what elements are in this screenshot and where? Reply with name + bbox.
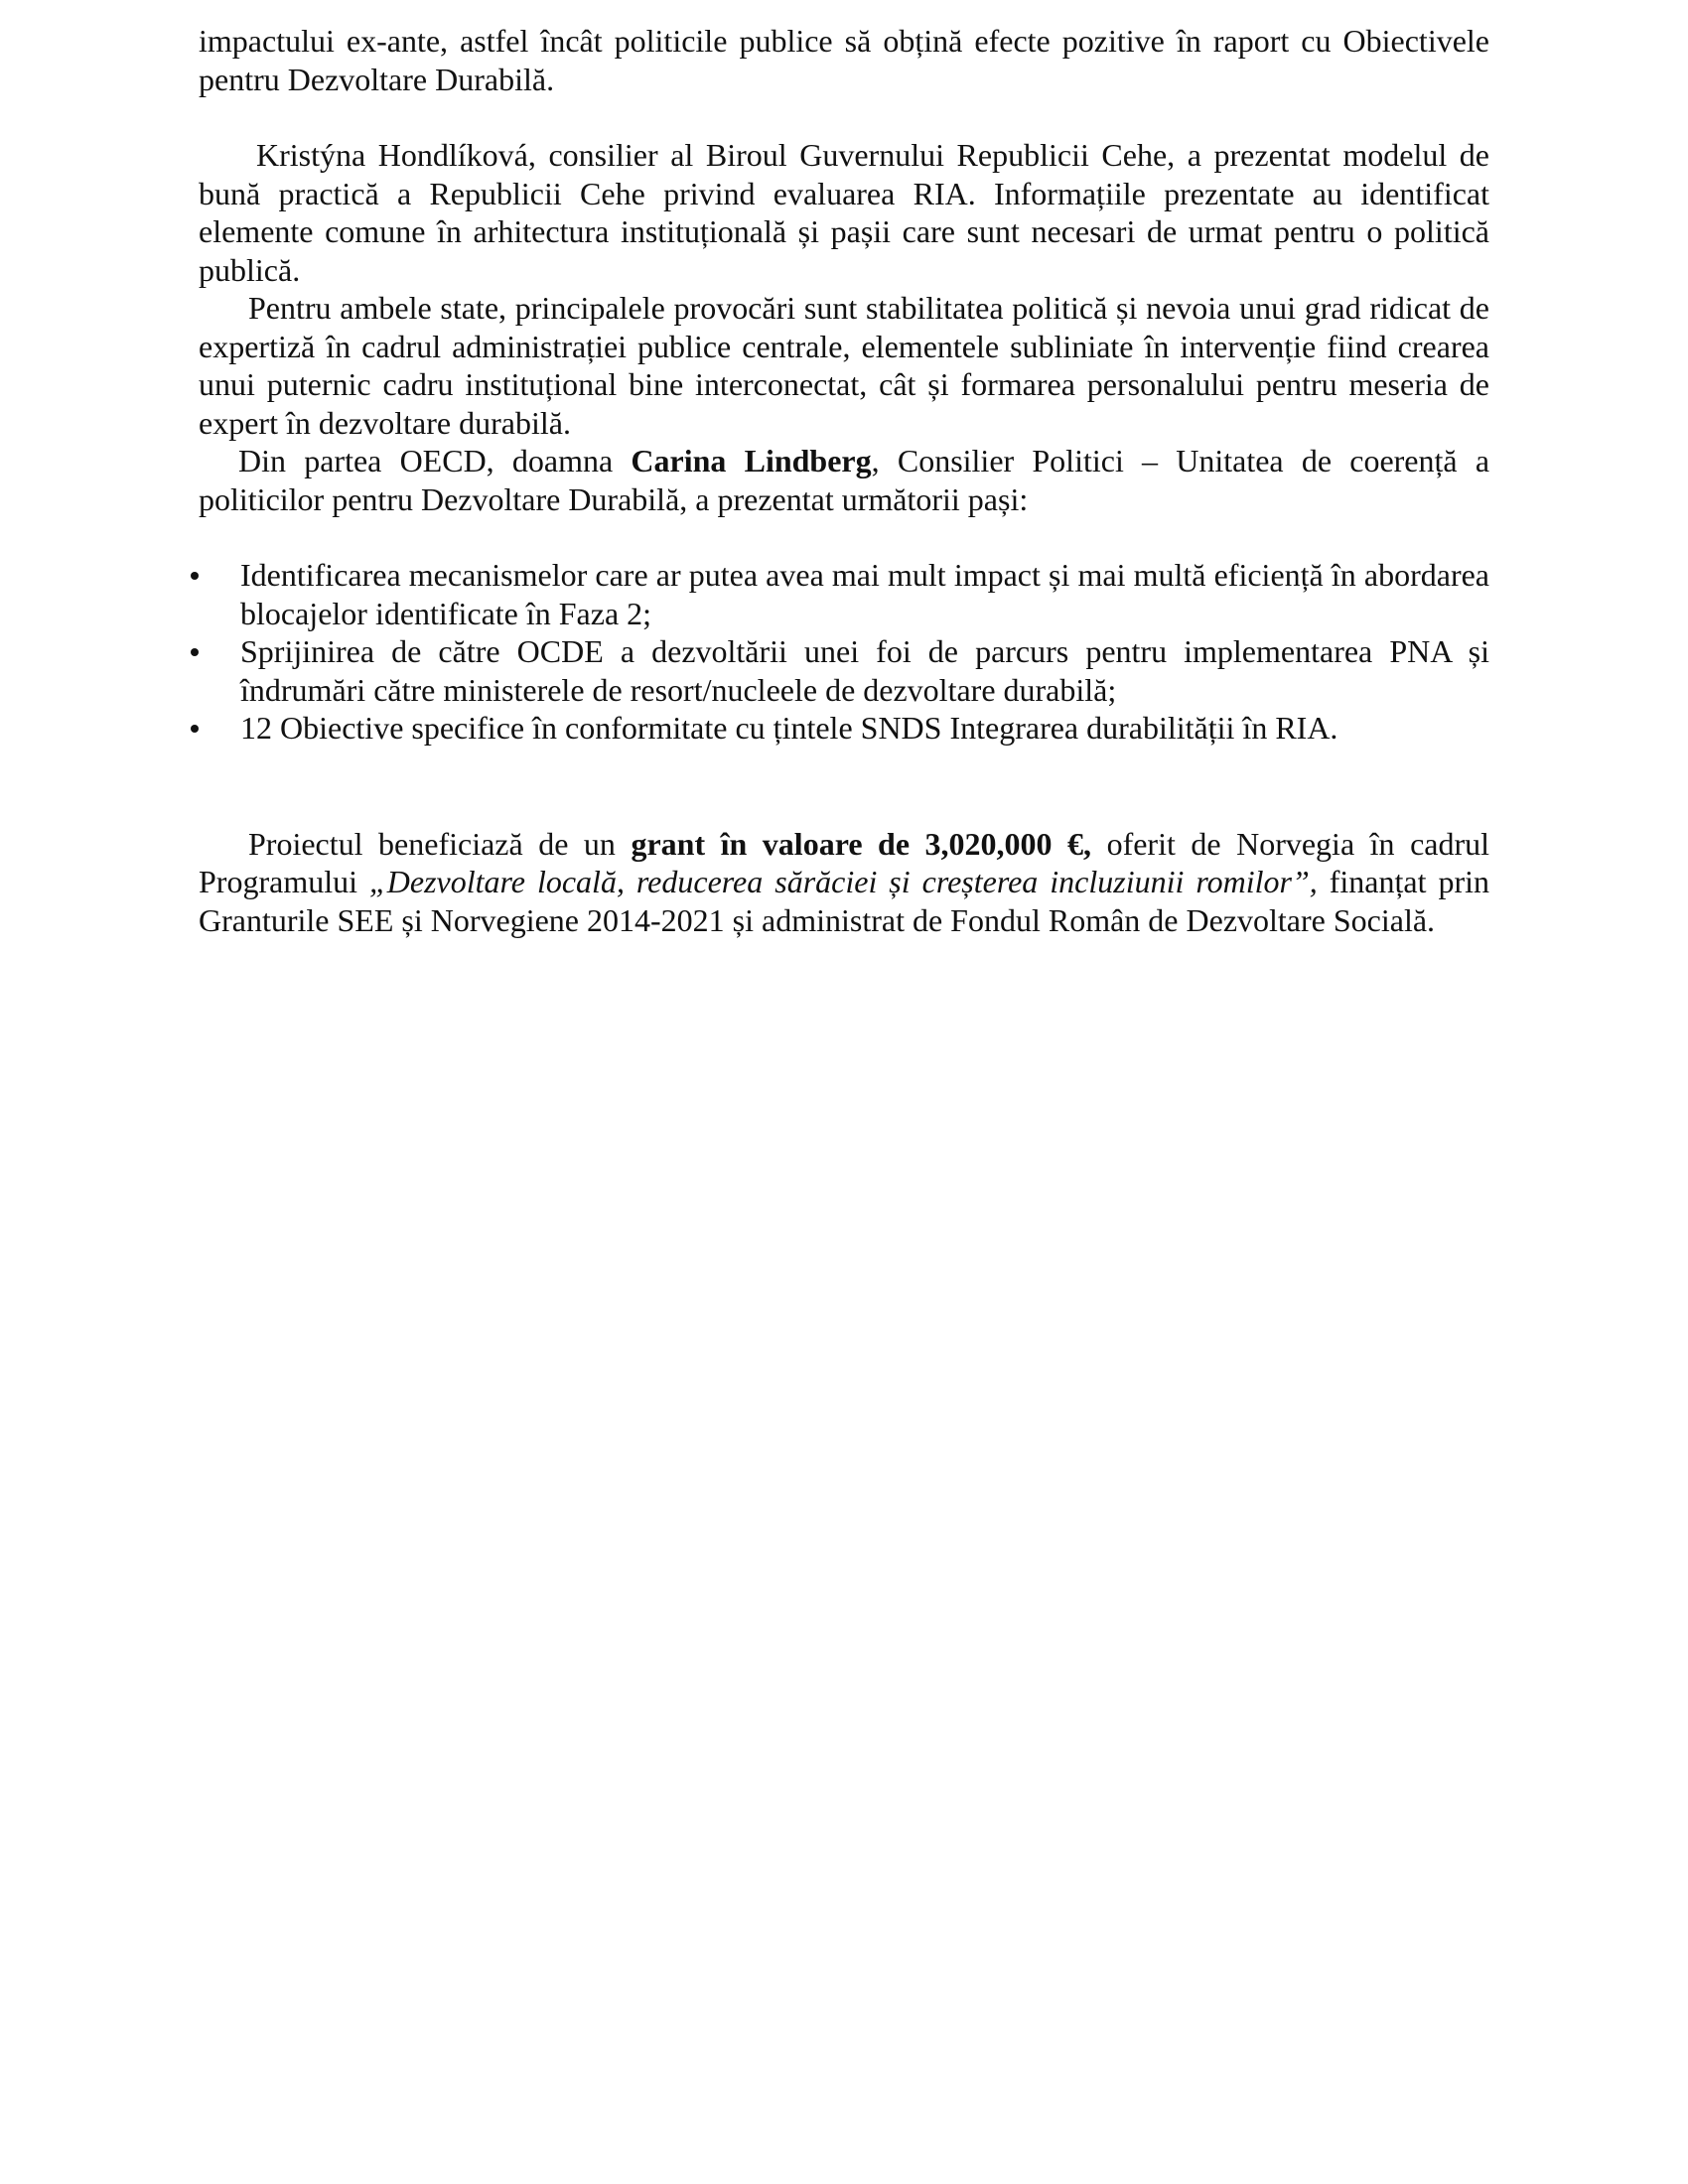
list-item-text: 12 Obiective specifice în conformitate cu țintele SNDS Integrarea durabilității în RIA. (240, 710, 1338, 746)
grant-paragraph (199, 825, 1489, 940)
steps-list (199, 556, 1489, 748)
oecd-intro-text: Din partea OECD, doamna (238, 443, 632, 478)
list-item (199, 709, 1489, 748)
spacer (199, 518, 1489, 556)
spacer (199, 748, 1489, 825)
oecd-rest-text: , Consilier Politici – Unitatea de coerență a politicilor pentru Dezvoltare Durabilă, a prezentat următorii pași: (199, 443, 1490, 517)
grant-intro-text: Proiectul beneficiază de un (248, 825, 632, 862)
czech-paragraph: Kristýna Hondlíková, consilier al Biroul Guvernului Republicii Cehe, a prezentat modelul de bună practică a Republicii Cehe privind evaluarea RIA. Informațiile prezentate au identificat elemente comune în arhitectura instituțională și pașii care sunt necesari de urmat pentru o politică publică. (199, 137, 1489, 288)
document-page (199, 22, 1489, 939)
intro-paragraph: impactului ex-ante, astfel încât politicile publice să obțină efecte pozitive în raport cu Obiectivele pentru Dezvoltare Durabilă. (199, 23, 1489, 97)
grant-amount: grant în valoare de 3,020,000 €, (631, 825, 1092, 862)
speaker-name: Carina Lindberg (631, 443, 872, 478)
list-item-text: Identificarea mecanismelor care ar putea avea mai mult impact și mai multă eficiență în abordarea blocajelor identificate în Faza 2; (240, 557, 1489, 631)
grant-closing-text: finanțat prin Granturile SEE și Norvegiene 2014-2021 și administrat de Fondul Român de Dezvoltare Socială. (199, 864, 1490, 938)
oecd-paragraph (199, 442, 1489, 518)
list-item-text: Sprijinirea de către OCDE a dezvoltării unei foi de parcurs pentru implementarea PNA și îndrumări către ministerele de resort/nucleele de dezvoltare durabilă; (240, 633, 1489, 708)
bullet-icon (191, 572, 199, 580)
bullet-icon (191, 725, 199, 733)
list-item (199, 556, 1489, 632)
grant-middle-text: oferit de Norvegia în cadrul Programului (199, 825, 1490, 899)
program-name: „Dezvoltare locală, reducerea sărăciei și creșterea incluziunii romilor”, (368, 864, 1318, 899)
spacer (199, 98, 1489, 136)
bullet-icon (191, 648, 199, 656)
challenges-paragraph: Pentru ambele state, principalele provocări sunt stabilitatea politică și nevoia unui grad ridicat de expertiză în cadrul administrației publice centrale, elementele subliniate în intervenție fiind crearea unui puternic cadru instituțional bine interconectat, cât și formarea personalului pentru meseria de expert în dezvoltare durabilă. (199, 290, 1489, 441)
list-item (199, 632, 1489, 709)
